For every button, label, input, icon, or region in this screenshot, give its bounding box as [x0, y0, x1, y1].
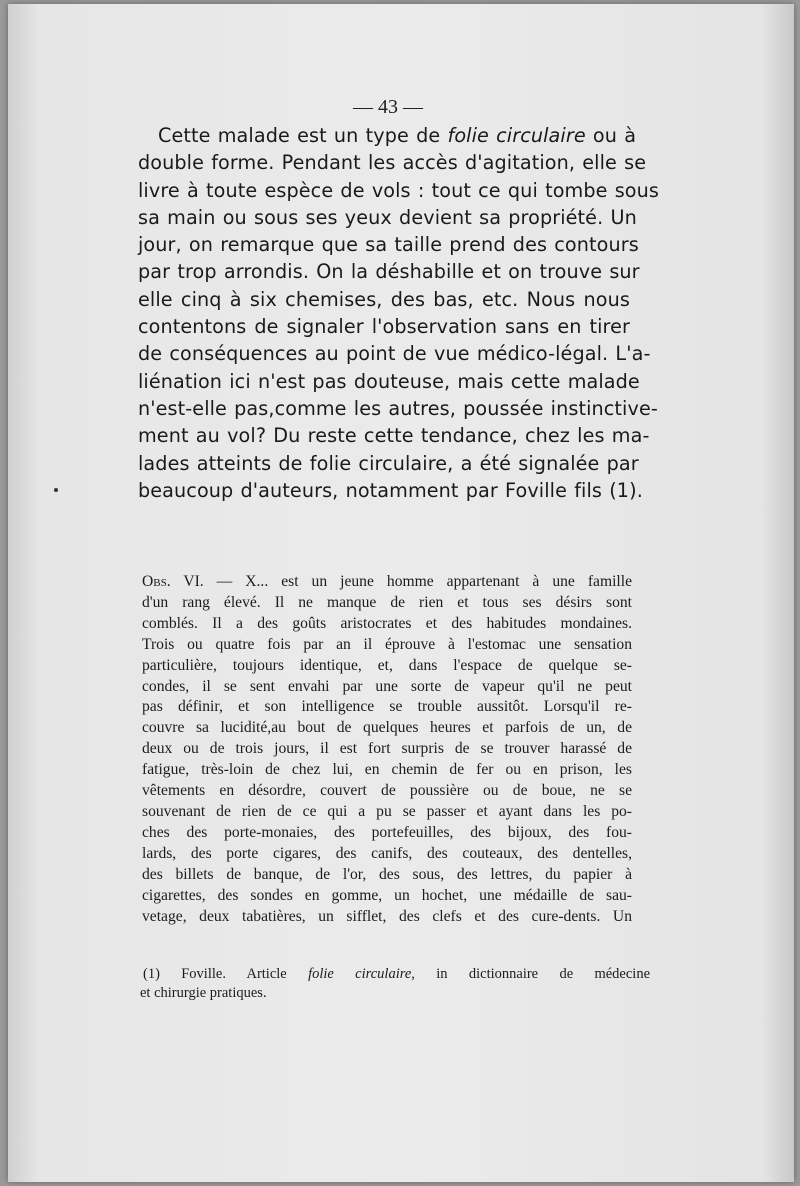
text-line: liénation ici n'est pas douteuse, mais cette malade — [138, 369, 640, 393]
text-line: jour, on remarque que sa taille prend des contours — [138, 233, 639, 257]
text-line: n'est-elle pas,comme les autres, poussée instinctive- — [138, 396, 658, 420]
obs-line: Trois ou quatre fois par an il éprouve à l'estomac une sensation — [142, 635, 632, 653]
text-line: de conséquences au point de vue médico-légal. L'a- — [138, 342, 651, 366]
text-line: par trop arrondis. On la déshabille et on trouve sur — [138, 260, 640, 284]
obs-label: Obs. VI. — [142, 573, 204, 590]
obs-line: particulière, toujours identique, et, dans l'espace de quelque se- — [142, 656, 632, 674]
obs-line: deux ou de trois jours, il est fort surpris de se trouver harassé de — [142, 740, 632, 758]
text-line: double forme. Pendant les accès d'agitation, elle se — [138, 151, 647, 175]
obs-line: condes, il se sent envahi par une sorte de vapeur qu'il ne peut — [142, 677, 632, 695]
obs-line: lards, des porte cigares, des canifs, des couteaux, des dentelles, — [142, 844, 632, 862]
main-paragraph — [138, 122, 660, 504]
footnote-line: (1) Foville. Article folie circulaire, in dictionnaire de médecine — [143, 966, 651, 982]
text-line: livre à toute espèce de vols : tout ce qui tombe sous — [138, 178, 660, 202]
obs-line: des billets de banque, de l'or, des sous, des lettres, du papier à — [142, 865, 632, 883]
text-line: contentons de signaler l'observation sans en tirer — [138, 315, 630, 339]
obs-line: ches des porte-monaies, des portefeuilles, des bijoux, des fou- — [142, 823, 632, 841]
obs-line: d'un rang élevé. Il ne manque de rien et tous ses désirs sont — [142, 593, 632, 611]
obs-line: vêtements en désordre, couvert de poussière ou de boue, ne se — [142, 782, 632, 800]
obs-line: comblés. Il a des goûts aristocrates et des habitudes mondaines. — [142, 614, 632, 632]
obs-line: cigarettes, des sondes en gomme, un hochet, une médaille de sau- — [142, 886, 632, 904]
text-line: elle cinq à six chemises, des bas, etc. Nous nous — [138, 287, 630, 311]
page-number: — 43 — — [353, 96, 423, 118]
book-page — [8, 4, 794, 1182]
obs-line: Obs. VI. — X... est un jeune homme appartenant à une famille — [142, 573, 632, 590]
obs-line: souvenant de rien de ce qui a pu se passer et ayant dans les po- — [142, 802, 632, 820]
margin-dot — [54, 488, 58, 492]
text-line: sa main ou sous ses yeux devient sa propriété. Un — [138, 205, 637, 229]
obs-line: vetage, deux tabatières, un sifflet, des clefs et des cure-dents. Un — [142, 907, 632, 925]
footnote — [140, 965, 650, 1003]
text-line: beaucoup d'auteurs, notamment par Foville fils (1). — [138, 478, 643, 502]
text-line: lades atteints de folie circulaire, a été signalée par — [138, 451, 639, 475]
obs-line: pas définir, et son intelligence se trouble aussitôt. Lorsqu'il re- — [142, 698, 632, 716]
text-line: Cette malade est un type de folie circulaire ou à — [158, 124, 637, 147]
obs-line: fatigue, très-loin de chez lui, en chemin de fer ou en prison, les — [142, 761, 632, 779]
observation-block — [142, 572, 632, 927]
obs-line: couvre sa lucidité,au bout de quelques heures et parfois de un, de — [142, 719, 632, 737]
footnote-line: et chirurgie pratiques. — [140, 985, 267, 1001]
text-line: ment au vol? Du reste cette tendance, chez les ma- — [138, 424, 650, 448]
